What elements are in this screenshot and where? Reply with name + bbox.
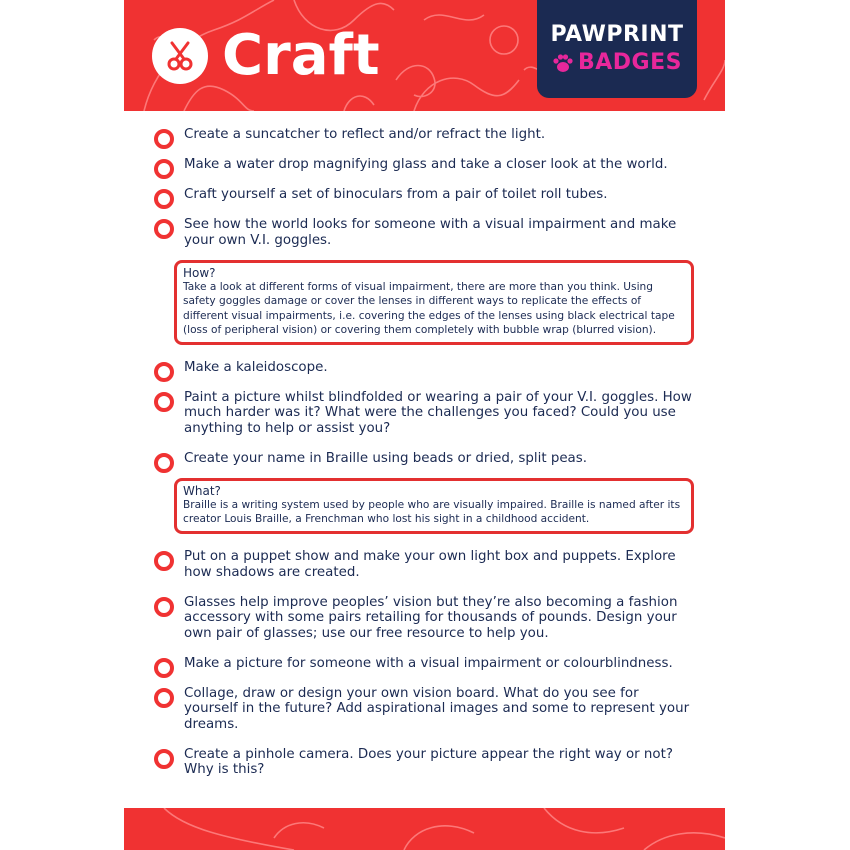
- list-item: Collage, draw or design your own vision board. What do you see for yourself in the future? Add aspirational images and some to represent your dreams.: [154, 686, 694, 733]
- header-banner: [124, 0, 725, 111]
- list-item: Put on a puppet show and make your own light box and puppets. Explore how shadows are created.: [154, 549, 694, 580]
- activity-list: [154, 127, 694, 792]
- bullet-icon: [154, 749, 174, 769]
- list-item: See how the world looks for someone with a visual impairment and make your own V.I. goggles.: [154, 217, 694, 248]
- title-group: [152, 23, 380, 88]
- list-item: Paint a picture whilst blindfolded or wearing a pair of your V.I. goggles. How much harder was it? What were the challenges you faced? Could you use anything to help or assist you?: [154, 390, 694, 437]
- bullet-icon: [154, 219, 174, 239]
- logo-line-2: BADGES: [578, 50, 682, 75]
- bullet-icon: [154, 159, 174, 179]
- logo-line-1: PAWPRINT: [550, 22, 684, 47]
- list-item: Create a pinhole camera. Does your picture appear the right way or not? Why is this?: [154, 747, 694, 778]
- list-item: Craft yourself a set of binoculars from a pair of toilet roll tubes.: [154, 187, 694, 203]
- bullet-icon: [154, 597, 174, 617]
- note-title: How?: [183, 265, 216, 280]
- scissors-icon: [152, 28, 208, 84]
- note-title: What?: [183, 483, 221, 498]
- pawprint-badges-logo: [537, 0, 697, 98]
- bullet-icon: [154, 392, 174, 412]
- what-note-box: [174, 478, 694, 534]
- bullet-icon: [154, 189, 174, 209]
- bullet-icon: [154, 688, 174, 708]
- bullet-icon: [154, 362, 174, 382]
- bullet-icon: [154, 551, 174, 571]
- bullet-icon: [154, 453, 174, 473]
- list-item: Glasses help improve peoples’ vision but they’re also becoming a fashion accessory with some pairs retailing for thousands of pounds. Design your own pair of glasses; use our free resource to help you.: [154, 595, 694, 642]
- list-item: Make a kaleidoscope.: [154, 360, 694, 376]
- footer-banner: [124, 808, 725, 850]
- page-title: Craft: [222, 23, 380, 88]
- bullet-icon: [154, 658, 174, 678]
- how-note-box: [174, 260, 694, 345]
- doodle-pattern: [124, 808, 725, 850]
- list-item: Make a picture for someone with a visual impairment or colourblindness.: [154, 656, 694, 672]
- list-item: Make a water drop magnifying glass and take a closer look at the world.: [154, 157, 694, 173]
- note-body: Braille is a writing system used by people who are visually impaired. Braille is named after its creator Louis Braille, a Frenchman who lost his sight in a childhood accident.: [183, 498, 681, 526]
- note-body: Take a look at different forms of visual impairment, there are more than you think. Using safety goggles damage or cover the lenses in different ways to replicate the effects of different visual impairments, i.e. covering the edges of the lenses using black electrical tape (loss of peripheral vision) or covering them completely with bubble wrap (blurred vision).: [183, 280, 675, 337]
- list-item: Create a suncatcher to reflect and/or refract the light.: [154, 127, 694, 143]
- paw-icon: [552, 53, 574, 73]
- bullet-icon: [154, 129, 174, 149]
- activity-sheet: [124, 0, 725, 850]
- list-item: Create your name in Braille using beads or dried, split peas.: [154, 451, 694, 467]
